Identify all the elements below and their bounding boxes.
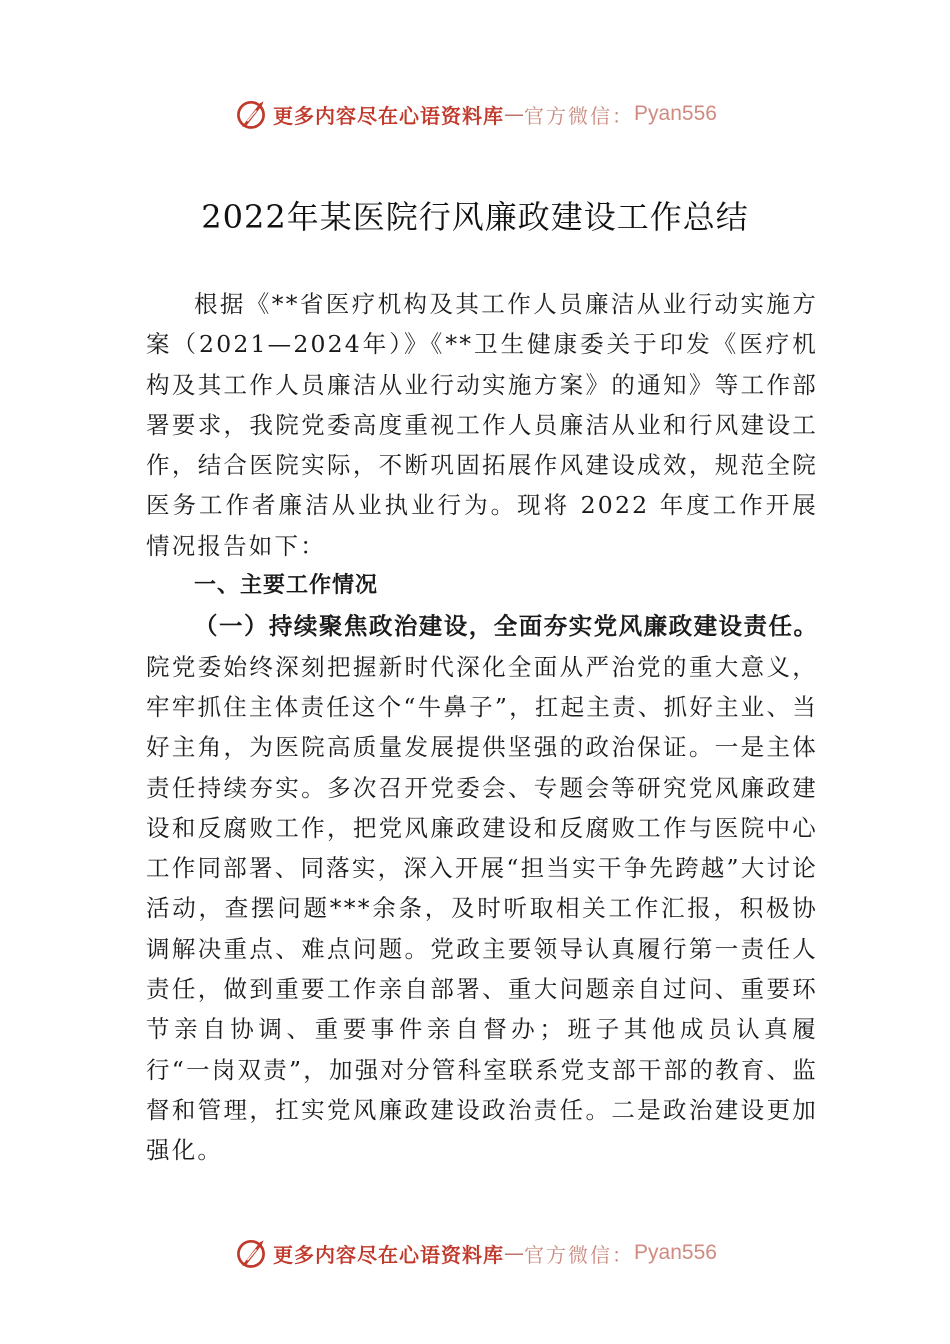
subsection-body: 院党委始终深刻把握新时代深化全面从严治党的重大意义， 牢牢抓住主体责任这个“牛鼻子”，扛起主责、抓好主业、当好主角，为医院高质量发展提供坚强的政治保证。一是主体责任持续夯实。多次召开党委会、专题会等研究党风廉政建设和反腐败工作，把党风廉政建设和反腐败工作与医院中心工作同部署、同落实，深入开展“担当实干争先跨越”大讨论活动，查摆问题***余条，及时听取相关工作汇报，积极协调解决重点、难点问题。党政主要领导认真履行第一责任人责任，做到重要工作亲自部署、重大问题亲自过问、重要环节亲自协调、重要事件亲自督办；班子其他成员认真履行“一岗双责”，加强对分管科室联系党支部干部的教育、监督和管理，扛实党风廉政建设政治责任。二是政治建设更加强化。 [146, 652, 818, 1165]
section-heading: 一、主要工作情况 [194, 573, 379, 599]
watermark-brand: 更多内容尽在心语资料库 [273, 1242, 505, 1267]
document-title: 2022年某医院行风廉政建设工作总结 [201, 198, 749, 236]
watermark-dash: — [504, 1241, 525, 1265]
watermark-dash: — [504, 102, 525, 126]
watermark-label: 官方微信： [524, 1242, 635, 1267]
subsection-heading: （一）持续聚焦政治建设，全面夯实党风廉政建设责任。 [194, 612, 818, 641]
watermark-wechat-id: Pyan556 [634, 1241, 717, 1264]
subsection-paragraph [146, 606, 818, 1170]
quill-logo-icon [233, 1235, 269, 1271]
intro-paragraph: 根据《**省医疗机构及其工作人员廉洁从业行动实施方案（2021—2024年）》《**卫生健康委关于印发《医疗机构及其工作人员廉洁从业行动实施方案》的通知》等工作部署要求，我院党委高度重视工作人员廉洁从业和行风建设工作，结合医院实际，不断巩固拓展作风建设成效，规范全院医务工作者廉洁从业执业行为。现将 2022 年度工作开展情况报告如下： [146, 290, 818, 560]
watermark-wechat-id: Pyan556 [634, 102, 717, 125]
quill-logo-icon [233, 96, 269, 132]
watermark-brand: 更多内容尽在心语资料库 [273, 103, 505, 128]
footer-watermark [0, 1233, 950, 1273]
document-body [146, 284, 818, 1171]
watermark-label: 官方微信： [524, 103, 635, 128]
header-watermark [0, 94, 950, 134]
